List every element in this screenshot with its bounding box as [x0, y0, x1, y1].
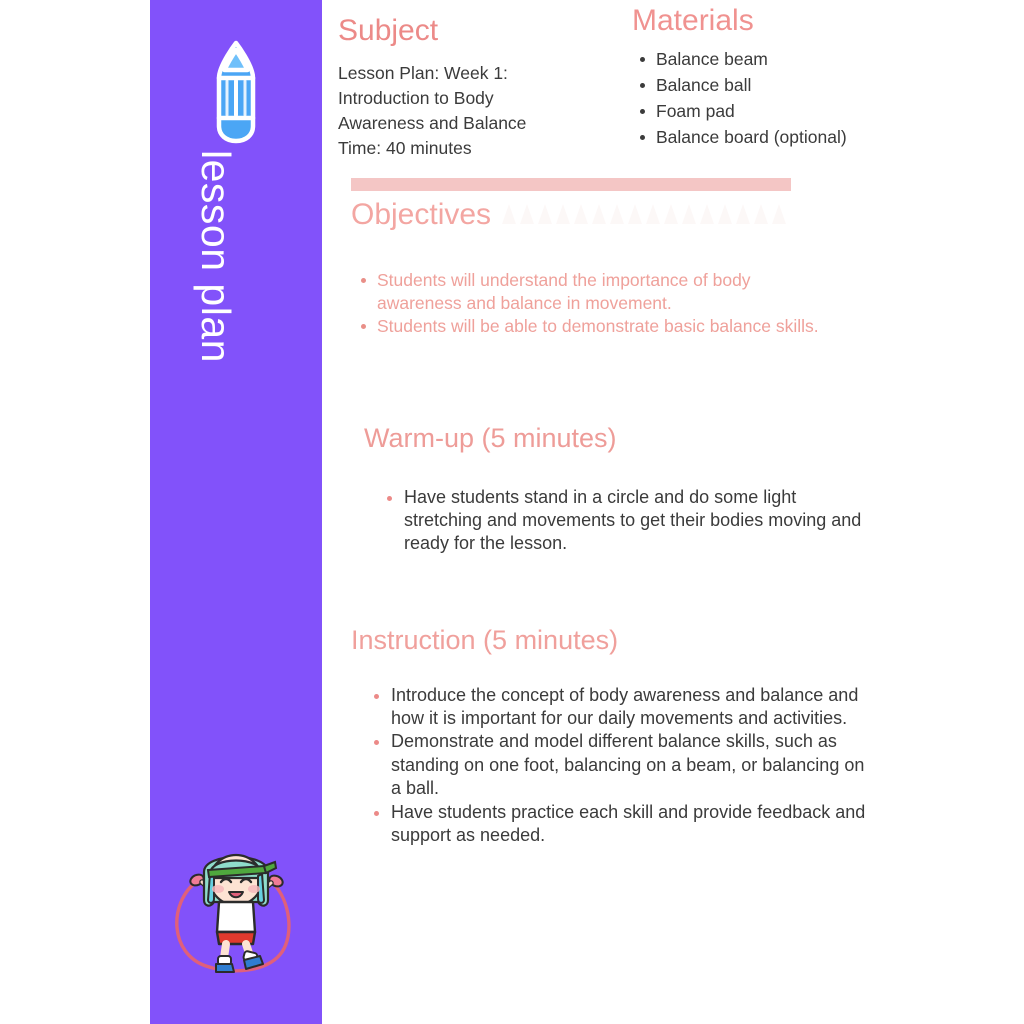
list-item: Students will be able to demonstrate basic balance skills. [377, 315, 831, 338]
subject-section [338, 14, 608, 161]
subject-line: Lesson Plan: Week 1: [338, 63, 508, 83]
content-area [322, 0, 1024, 1024]
list-item: Students will understand the importance of body awareness and balance in movement. [377, 269, 831, 315]
warmup-list [364, 486, 864, 556]
instruction-section [351, 626, 871, 847]
subject-heading: Subject [338, 14, 439, 47]
instruction-list [351, 684, 871, 848]
subject-line: Awareness and Balance [338, 113, 527, 134]
materials-heading: Materials [632, 4, 754, 37]
list-item: Introduce the concept of body awareness and balance and how it is important for our daily movements and activities. [391, 684, 871, 731]
warmup-heading: Warm-up (5 minutes) [364, 423, 617, 453]
list-item: Balance board (optional) [656, 125, 922, 150]
objectives-list [351, 269, 831, 337]
objectives-heading: Objectives [351, 198, 492, 231]
materials-section [632, 4, 922, 151]
list-item: Foam pad [656, 99, 922, 124]
list-item: Balance ball [656, 73, 922, 98]
girl-jumping-rope-illustration [166, 844, 306, 984]
list-item: Demonstrate and model different balance skills, such as standing on one foot, balancing on a beam, or balancing on a ball. [391, 730, 871, 800]
subject-line: Introduction to Body [338, 88, 494, 109]
list-item: Balance beam [656, 47, 922, 72]
objectives-section [351, 198, 831, 337]
section-divider [351, 178, 791, 191]
subject-line: Time: 40 minutes [338, 138, 472, 159]
pencil-icon [213, 40, 259, 144]
list-item: Have students stand in a circle and do some light stretching and movements to get their bodies moving and ready for the lesson. [404, 486, 864, 556]
subject-body [338, 61, 608, 161]
sidebar [150, 0, 322, 1024]
materials-list [632, 47, 922, 150]
sidebar-title: lesson plan [193, 150, 239, 363]
warmup-section [364, 424, 864, 556]
instruction-heading: Instruction (5 minutes) [351, 625, 619, 655]
list-item: Have students practice each skill and provide feedback and support as needed. [391, 801, 871, 848]
sidebar-title-wrap [150, 150, 322, 440]
